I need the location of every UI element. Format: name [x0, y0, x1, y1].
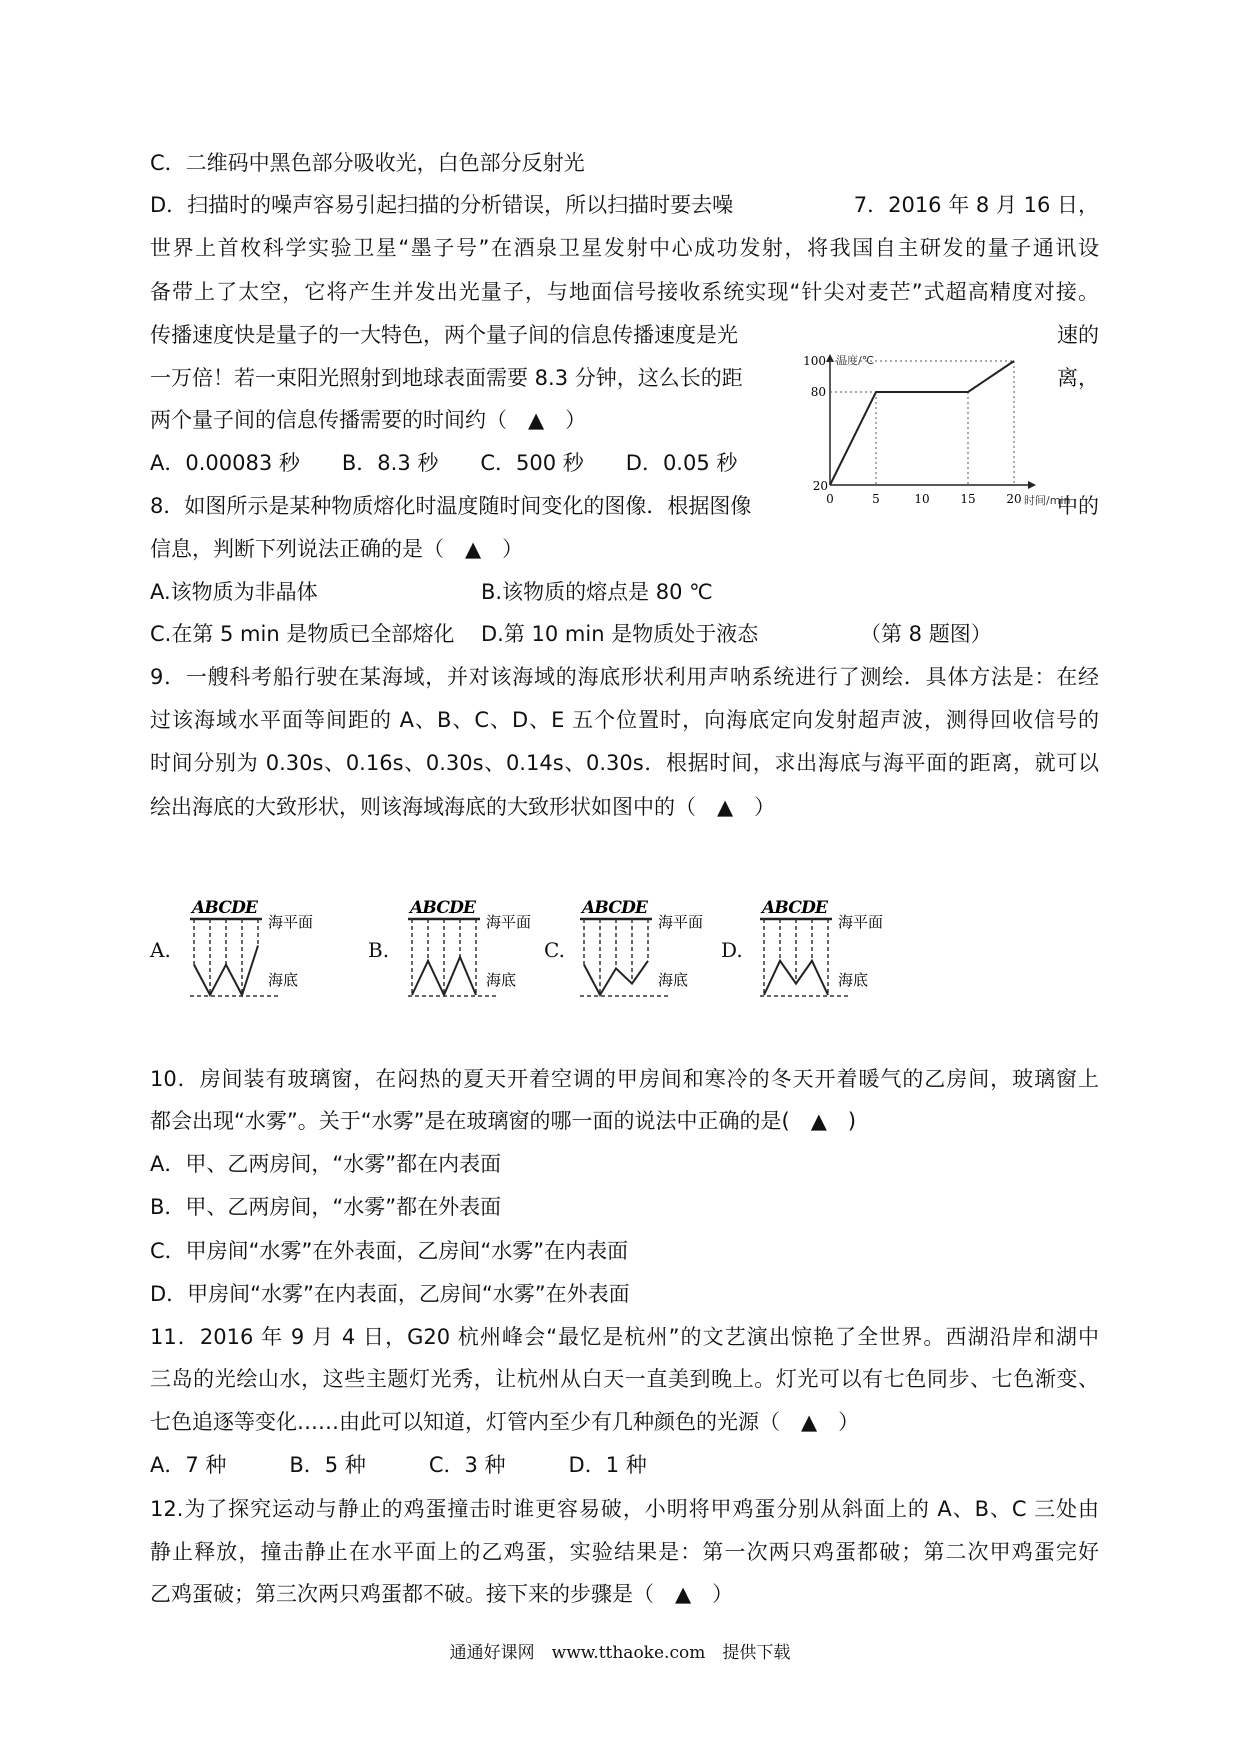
answer-options: A．7 种 B．5 种 C．3 种 D．1 种 — [150, 1453, 647, 1477]
option-a: A.该物质为非晶体 — [150, 580, 318, 604]
text-line: 信息，判断下列说法正确的是（ ▲ ） — [150, 537, 524, 561]
x-tick-label: 5 — [872, 492, 880, 506]
seabed-diagram — [580, 895, 730, 1005]
answer-options: A．0.00083 秒 B．8.3 秒 C．500 秒 D．0.05 秒 — [150, 451, 738, 475]
text-line: 都会出现“水雾”。关于“水雾”是在玻璃窗的哪一面的说法中正确的是( ▲ ) — [150, 1109, 857, 1133]
text-line-tail: 速的 — [1057, 323, 1099, 347]
text-line: 绘出海底的大致形状，则该海域海底的大致形状如图中的（ ▲ ） — [150, 795, 776, 819]
x-tick-label: 20 — [1006, 492, 1022, 506]
option-c: C.在第 5 min 是物质已全部熔化 — [150, 622, 455, 646]
question-10: 10．房间装有玻璃窗，在闷热的夏天开着空调的甲房间和寒冷的冬天开着暖气的乙房间，玻璃窗上 — [150, 1067, 1099, 1091]
seabed-diagram — [190, 895, 340, 1005]
y-axis-label: 温度/℃ — [836, 354, 875, 367]
melting-chart — [800, 350, 1071, 510]
question-12: 12.为了探究运动与静止的鸡蛋撞击时谁更容易破，小明将甲鸡蛋分别从斜面上的 A、B、C 三处由 — [150, 1497, 1099, 1521]
sea-floor-label: 海底 — [268, 971, 299, 989]
position-letters: ABCDE — [582, 898, 648, 918]
sea-level-label: 海平面 — [268, 913, 314, 931]
y-tick-label: 80 — [810, 385, 826, 399]
x-axis-arrow — [1028, 481, 1036, 489]
x-tick-label: 15 — [960, 492, 976, 506]
position-letters: ABCDE — [192, 898, 258, 918]
y-tick-label: 20 — [812, 479, 828, 493]
seabed-diagram — [760, 895, 910, 1005]
text-line: 静止释放，撞击静止在水平面上的乙鸡蛋，实验结果是：第一次两只鸡蛋都破；第二次甲鸡蛋完好 — [150, 1540, 1099, 1564]
text-line-tail: 中的 — [1057, 494, 1099, 518]
position-letters: ABCDE — [762, 898, 828, 918]
question-9: 9．一艘科考船行驶在某海域，并对该海域的海底形状利用声呐系统进行了测绘．具体方法是：在经 — [150, 665, 1099, 689]
text-line: 传播速度快是量子的一大特色，两个量子间的信息传播速度是光 — [150, 323, 738, 347]
text-line: 乙鸡蛋破；第三次两只鸡蛋都不破。接下来的步骤是（ ▲ ） — [150, 1582, 734, 1606]
text-line: 时间分别为 0.30s、0.16s、0.30s、0.14s、0.30s．根据时间，求出海底与海平面的距离，就可以 — [150, 751, 1099, 775]
diagram-option-label: D. — [721, 938, 743, 962]
option-a: A．甲、乙两房间，“水雾”都在内表面 — [150, 1152, 502, 1176]
text-line: 世界上首枚科学实验卫星“墨子号”在酒泉卫星发射中心成功发射，将我国自主研发的量子通讯设 — [150, 236, 1099, 260]
question-11: 11．2016 年 9 月 4 日，G20 杭州峰会“最忆是杭州”的文艺演出惊艳了全世界。西湖沿岸和湖中 — [150, 1325, 1099, 1349]
question-7-start: 7．2016 年 8 月 16 日， — [853, 193, 1099, 217]
position-letters: ABCDE — [410, 898, 476, 918]
option-d: D.第 10 min 是物质处于液态 — [481, 622, 759, 646]
text-line: 一万倍！若一束阳光照射到地球表面需要 8.3 分钟，这么长的距 — [150, 366, 743, 390]
seabed-diagram — [408, 895, 558, 1005]
text-line: 备带上了太空，它将产生并发出光量子，与地面信号接收系统实现“针尖对麦芒”式超高精度对接。 — [150, 280, 1099, 304]
text-line-tail: 离， — [1057, 366, 1099, 390]
question-8: 8．如图所示是某种物质熔化时温度随时间变化的图像．根据图像 — [150, 494, 752, 518]
figure-caption: （第 8 题图） — [860, 622, 992, 646]
sea-level-label: 海平面 — [838, 913, 884, 931]
temperature-line — [830, 361, 1014, 485]
option-d: D．甲房间“水雾”在内表面，乙房间“水雾”在外表面 — [150, 1282, 630, 1306]
x-tick-label: 0 — [826, 492, 834, 506]
option-b: B.该物质的熔点是 80 ℃ — [481, 580, 713, 604]
y-tick-label: 100 — [803, 354, 826, 368]
footer: 通通好课网 www.tthaoke.com 提供下载 — [449, 1643, 791, 1663]
option-b: B．甲、乙两房间，“水雾”都在外表面 — [150, 1195, 502, 1219]
diagram-option-label: B. — [368, 938, 390, 962]
option-c: C．甲房间“水雾”在外表面，乙房间“水雾”在内表面 — [150, 1239, 629, 1263]
sea-floor-label: 海底 — [838, 971, 869, 989]
text-line: 七色追逐等变化……由此可以知道，灯管内至少有几种颜色的光源（ ▲ ） — [150, 1410, 860, 1434]
sea-level-label: 海平面 — [486, 913, 532, 931]
diagram-option-label: A. — [150, 938, 171, 962]
x-axis-label: 时间/min — [1024, 494, 1071, 507]
text-line: 三岛的光绘山水，这些主题灯光秀，让杭州从白天一直美到晚上。灯光可以有七色同步、七色渐变、 — [150, 1367, 1099, 1391]
sea-level-label: 海平面 — [658, 913, 704, 931]
x-tick-label: 10 — [914, 492, 930, 506]
sea-floor-label: 海底 — [658, 971, 689, 989]
text-line: 过该海域水平面等间距的 A、B、C、D、E 五个位置时，向海底定向发射超声波，测得回收信号的 — [150, 708, 1099, 732]
diagram-option-label: C. — [544, 938, 565, 962]
text-line: D．扫描时的噪声容易引起扫描的分析错误，所以扫描时要去噪 — [150, 193, 734, 217]
seabed-profile — [584, 961, 648, 995]
text-line: 两个量子间的信息传播需要的时间约（ ▲ ） — [150, 408, 587, 432]
sea-floor-label: 海底 — [486, 971, 517, 989]
text-line: C．二维码中黑色部分吸收光，白色部分反射光 — [150, 151, 585, 175]
seabed-profile — [194, 946, 258, 995]
